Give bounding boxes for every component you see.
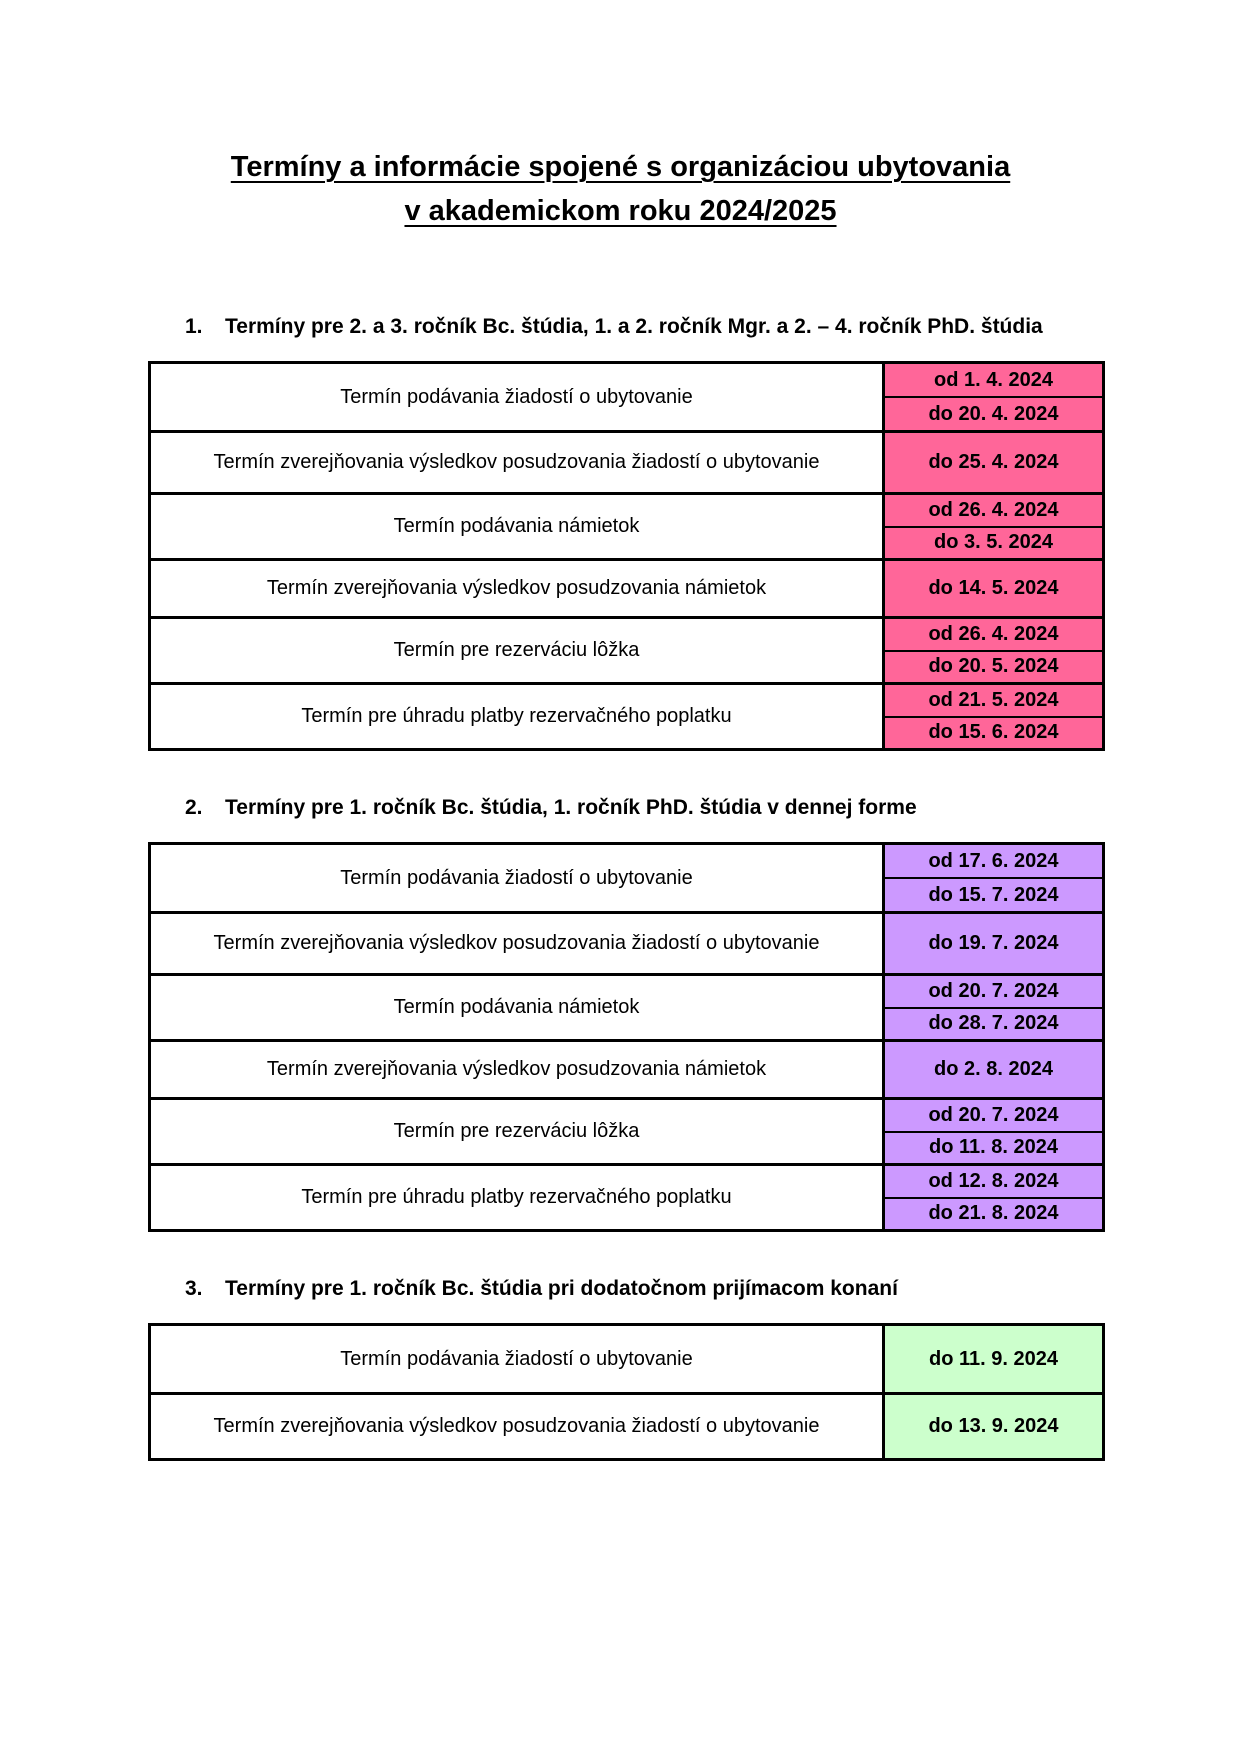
section-title: Termíny pre 2. a 3. ročník Bc. štúdia, 1. a 2. ročník Mgr. a 2. – 4. ročník PhD. štúdia xyxy=(225,315,1043,338)
row-dates xyxy=(885,1166,1102,1229)
date-to: do 28. 7. 2024 xyxy=(885,1007,1102,1040)
date-to: do 20. 4. 2024 xyxy=(885,396,1102,430)
date-from: od 26. 4. 2024 xyxy=(885,495,1102,526)
row-dates xyxy=(885,1326,1102,1392)
table-row xyxy=(151,364,1102,430)
row-dates xyxy=(885,433,1102,492)
row-dates xyxy=(885,619,1102,682)
section-1-heading xyxy=(185,314,1043,340)
row-dates xyxy=(885,561,1102,616)
row-label: Termín pre rezerváciu lôžka xyxy=(151,619,885,682)
date-to: do 13. 9. 2024 xyxy=(885,1395,1102,1458)
date-to: do 11. 9. 2024 xyxy=(885,1326,1102,1392)
row-label: Termín zverejňovania výsledkov posudzovania námietok xyxy=(151,1042,885,1097)
row-label: Termín podávania námietok xyxy=(151,976,885,1039)
table-row xyxy=(151,1039,1102,1097)
table-row xyxy=(151,558,1102,616)
row-label: Termín pre úhradu platby rezervačného poplatku xyxy=(151,685,885,748)
date-to: do 25. 4. 2024 xyxy=(885,433,1102,492)
row-label: Termín podávania žiadostí o ubytovanie xyxy=(151,845,885,911)
date-to: do 15. 7. 2024 xyxy=(885,877,1102,911)
section-title: Termíny pre 1. ročník Bc. štúdia pri dodatočnom prijímacom konaní xyxy=(225,1277,898,1300)
title-line-2: v akademickom roku 2024/2025 xyxy=(404,195,837,227)
table-row xyxy=(151,682,1102,748)
document-title xyxy=(0,145,1241,233)
title-line-1: Termíny a informácie spojené s organizáciou ubytovania xyxy=(230,151,1011,183)
table-row xyxy=(151,845,1102,911)
row-label: Termín zverejňovania výsledkov posudzovania námietok xyxy=(151,561,885,616)
table-row xyxy=(151,616,1102,682)
date-from: od 1. 4. 2024 xyxy=(885,364,1102,396)
row-dates xyxy=(885,495,1102,558)
table-row xyxy=(151,1392,1102,1458)
date-to: do 14. 5. 2024 xyxy=(885,561,1102,616)
row-dates xyxy=(885,1042,1102,1097)
section-number: 2. xyxy=(185,796,203,819)
section-2-table xyxy=(148,842,1105,1232)
section-number: 3. xyxy=(185,1277,203,1300)
table-row xyxy=(151,492,1102,558)
row-dates xyxy=(885,914,1102,973)
row-label: Termín podávania námietok xyxy=(151,495,885,558)
row-label: Termín zverejňovania výsledkov posudzovania žiadostí o ubytovanie xyxy=(151,433,885,492)
row-label: Termín zverejňovania výsledkov posudzovania žiadostí o ubytovanie xyxy=(151,914,885,973)
date-from: od 26. 4. 2024 xyxy=(885,619,1102,650)
table-row xyxy=(151,1163,1102,1229)
table-row xyxy=(151,973,1102,1039)
section-2-heading xyxy=(185,795,917,821)
section-1-table xyxy=(148,361,1105,751)
date-from: od 21. 5. 2024 xyxy=(885,685,1102,716)
row-dates xyxy=(885,976,1102,1039)
date-from: od 20. 7. 2024 xyxy=(885,976,1102,1007)
date-from: od 17. 6. 2024 xyxy=(885,845,1102,877)
table-row xyxy=(151,430,1102,492)
row-label: Termín pre rezerváciu lôžka xyxy=(151,1100,885,1163)
row-dates xyxy=(885,364,1102,430)
date-to: do 2. 8. 2024 xyxy=(885,1042,1102,1097)
date-from: od 20. 7. 2024 xyxy=(885,1100,1102,1131)
row-dates xyxy=(885,1395,1102,1458)
row-dates xyxy=(885,685,1102,748)
row-label: Termín pre úhradu platby rezervačného poplatku xyxy=(151,1166,885,1229)
section-3-table xyxy=(148,1323,1105,1461)
date-to: do 19. 7. 2024 xyxy=(885,914,1102,973)
table-row xyxy=(151,1097,1102,1163)
section-3-heading xyxy=(185,1276,898,1302)
section-number: 1. xyxy=(185,315,203,338)
date-to: do 11. 8. 2024 xyxy=(885,1131,1102,1164)
row-dates xyxy=(885,1100,1102,1163)
date-to: do 15. 6. 2024 xyxy=(885,716,1102,749)
row-label: Termín podávania žiadostí o ubytovanie xyxy=(151,364,885,430)
row-label: Termín zverejňovania výsledkov posudzovania žiadostí o ubytovanie xyxy=(151,1395,885,1458)
row-label: Termín podávania žiadostí o ubytovanie xyxy=(151,1326,885,1392)
date-from: od 12. 8. 2024 xyxy=(885,1166,1102,1197)
date-to: do 20. 5. 2024 xyxy=(885,650,1102,683)
table-row xyxy=(151,1326,1102,1392)
row-dates xyxy=(885,845,1102,911)
date-to: do 3. 5. 2024 xyxy=(885,526,1102,559)
date-to: do 21. 8. 2024 xyxy=(885,1197,1102,1230)
table-row xyxy=(151,911,1102,973)
section-title: Termíny pre 1. ročník Bc. štúdia, 1. ročník PhD. štúdia v dennej forme xyxy=(225,796,917,819)
